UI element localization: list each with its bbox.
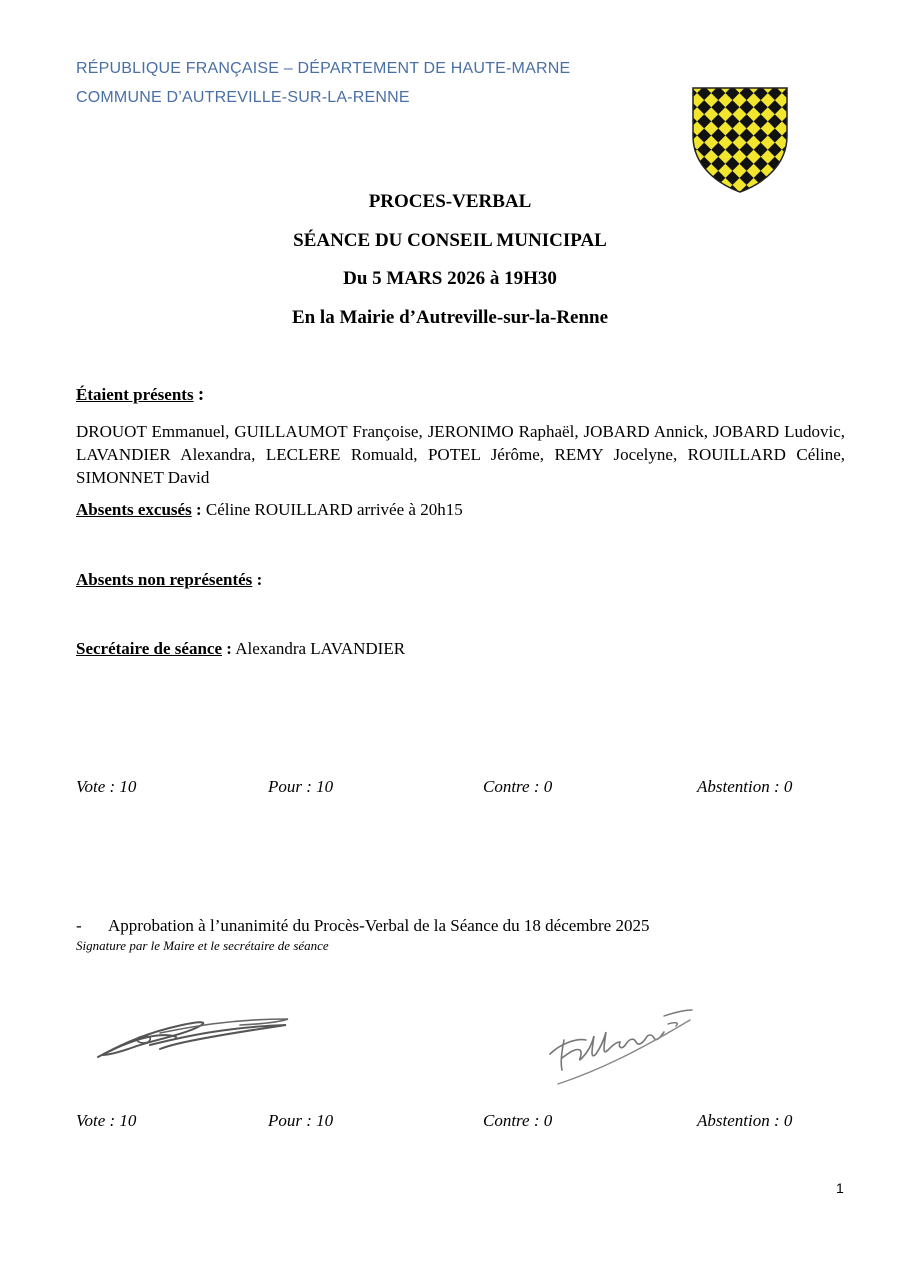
page-number: 1	[836, 1180, 844, 1196]
secretary-value: Alexandra LAVANDIER	[235, 639, 406, 658]
secretary-colon: :	[226, 639, 232, 658]
approval-dash: -	[76, 916, 82, 935]
excused-value: Céline ROUILLARD arrivée à 20h15	[205, 500, 463, 519]
header-line-1: RÉPUBLIQUE FRANÇAISE – DÉPARTEMENT DE HAUTE-MARNE	[76, 60, 571, 77]
presents-list: DROUOT Emmanuel, GUILLAUMOT Françoise, JERONIMO Raphaël, JOBARD Annick, JOBARD Ludovic, LAVANDIER Alexandra, LECLERE Romuald, POTEL Jérôme, REMY Jocelyne, ROUILLARD Céline, SIMONNET David	[76, 422, 845, 487]
secretary-signature	[540, 998, 700, 1088]
approval-text: Approbation à l’unanimité du Procès-Verbal de la Séance du 18 décembre 2025	[108, 916, 650, 935]
approval-item	[76, 916, 649, 936]
secretary-row	[76, 639, 405, 659]
vote1-contre: Contre : 0	[483, 777, 553, 796]
secretary-label: Secrétaire de séance	[76, 639, 223, 658]
excused-label: Absents excusés	[76, 500, 192, 519]
title-line-3: Du 5 MARS 2026 à 19H30	[343, 268, 557, 289]
non-represented-row	[76, 570, 262, 590]
non-represented-colon: :	[256, 570, 263, 589]
mayor-signature	[90, 1005, 300, 1065]
title-line-1: PROCES-VERBAL	[368, 191, 532, 212]
checkered-shield-icon	[690, 86, 790, 194]
vote2-abstention: Abstention : 0	[697, 1111, 793, 1130]
vote1-total: Vote : 10	[76, 777, 137, 796]
excused-row	[76, 500, 463, 520]
vote2-pour: Pour : 10	[268, 1111, 334, 1130]
signature-caption: Signature par le Maire et le secrétaire de séance	[76, 938, 329, 953]
vote2-total: Vote : 10	[76, 1111, 137, 1130]
title-line-4: En la Mairie d’Autreville-sur-la-Renne	[291, 307, 609, 328]
presents-label: Étaient présents	[76, 385, 194, 404]
non-represented-label: Absents non représentés	[76, 570, 253, 589]
presents-colon: :	[197, 384, 205, 405]
vote2-contre: Contre : 0	[483, 1111, 553, 1130]
vote1-abstention: Abstention : 0	[697, 777, 793, 796]
presents-heading	[76, 384, 204, 406]
title-line-2: SÉANCE DU CONSEIL MUNICIPAL	[293, 230, 607, 251]
excused-colon: :	[195, 500, 202, 519]
header-line-2: COMMUNE D’AUTREVILLE-SUR-LA-RENNE	[76, 89, 410, 106]
vote1-pour: Pour : 10	[268, 777, 334, 796]
